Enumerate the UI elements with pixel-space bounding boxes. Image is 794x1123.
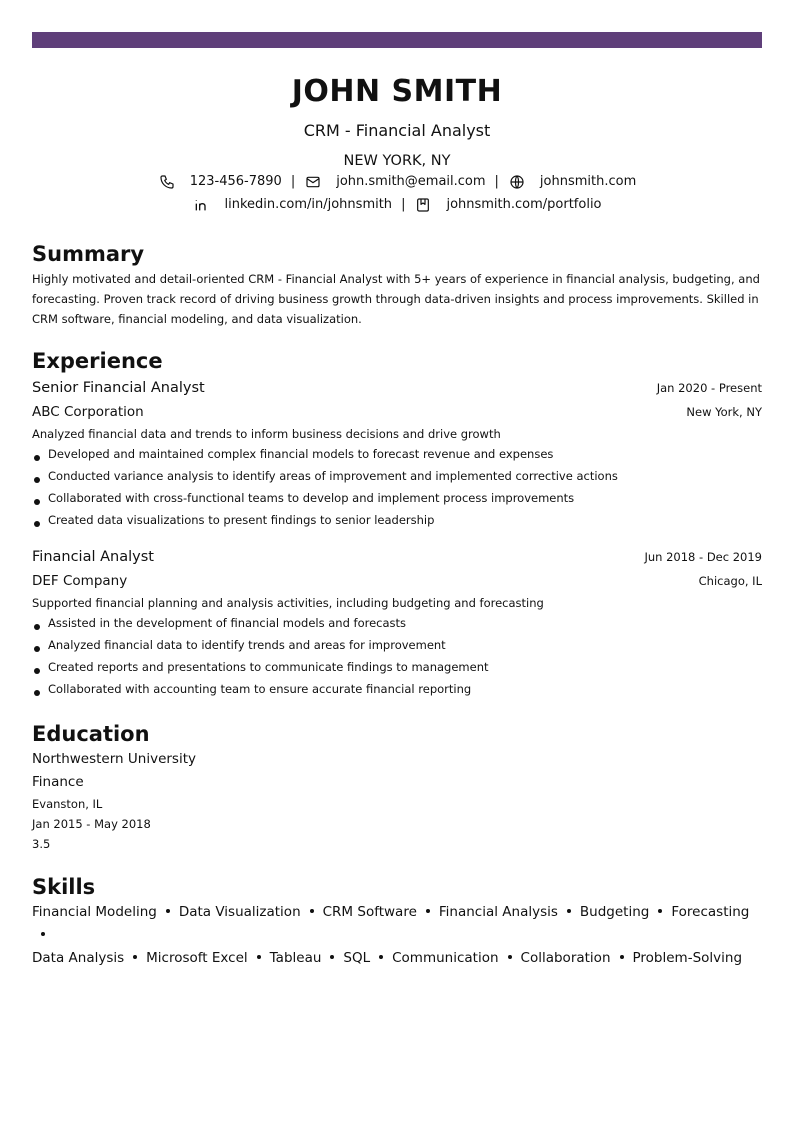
portfolio-icon	[414, 196, 432, 214]
bullet-dot	[426, 909, 430, 913]
skill-item: Tableau	[269, 950, 322, 966]
bullet-dot	[567, 909, 571, 913]
job-company: ABC Corporation	[32, 404, 144, 420]
website-link[interactable]: johnsmith.com	[539, 174, 637, 189]
separator: |	[290, 174, 296, 189]
summary-heading: Summary	[32, 242, 145, 266]
education-dates: Jan 2015 - May 2018	[32, 817, 151, 831]
phone-number[interactable]: 123-456-7890	[189, 174, 282, 189]
education-location: Evanston, IL	[32, 797, 103, 811]
portfolio-link[interactable]: johnsmith.com/portfolio	[446, 197, 602, 212]
skill-item: CRM Software	[322, 904, 417, 920]
candidate-role: CRM - Financial Analyst	[303, 121, 491, 140]
list-item: Conducted variance analysis to identify areas of improvement and implemented corrective actions	[32, 465, 618, 487]
job-description: Supported financial planning and analysis activities, including budgeting and forecasting	[32, 596, 544, 610]
bullet-dot	[166, 909, 170, 913]
bullet-dot	[508, 955, 512, 959]
job-title: Senior Financial Analyst	[32, 380, 205, 396]
list-item: Assisted in the development of financial models and forecasts	[32, 612, 489, 634]
separator: |	[401, 197, 406, 212]
email-link[interactable]: john.smith@email.com	[336, 174, 486, 189]
skill-item: Communication	[392, 950, 499, 966]
bullet-dot	[133, 955, 137, 959]
skill-item: SQL	[343, 950, 371, 966]
candidate-name: JOHN SMITH	[291, 74, 503, 109]
bullet-dot	[310, 909, 314, 913]
experience-heading: Experience	[32, 349, 163, 373]
separator: |	[494, 174, 499, 189]
job-dates: Jun 2018 - Dec 2019	[644, 550, 762, 564]
job-bullets	[32, 443, 618, 531]
summary-text: Highly motivated and detail-oriented CRM - Financial Analyst with 5+ years of experience in financial analysis, budgeting, and forecasting. Proven track record of driving business growth through data-driven insights and process improvements. Skilled in CRM software, financial modeling, and data visualization.	[32, 272, 760, 326]
list-item: Analyzed financial data to identify trends and areas for improvement	[32, 634, 489, 656]
job-dates: Jan 2020 - Present	[656, 381, 762, 395]
list-item: Developed and maintained complex financial models to forecast revenue and expenses	[32, 443, 618, 465]
phone-icon	[158, 173, 176, 191]
contact-row-1	[0, 173, 794, 191]
skills-heading: Skills	[32, 875, 96, 899]
mail-icon	[304, 173, 322, 191]
linkedin-link[interactable]: linkedin.com/in/johnsmith	[224, 197, 393, 212]
skill-item: Financial Modeling	[32, 904, 157, 920]
skills-list	[32, 901, 767, 970]
education-heading: Education	[32, 722, 150, 746]
globe-icon	[508, 173, 526, 191]
skill-item: Problem-Solving	[632, 950, 743, 966]
contact-row-2	[0, 196, 794, 214]
skill-item: Forecasting	[671, 904, 750, 920]
bullet-dot	[330, 955, 334, 959]
list-item: Collaborated with accounting team to ensure accurate financial reporting	[32, 678, 489, 700]
list-item: Collaborated with cross-functional teams to develop and implement process improvements	[32, 487, 618, 509]
job-description: Analyzed financial data and trends to inform business decisions and drive growth	[32, 427, 501, 441]
job-company: DEF Company	[32, 573, 128, 589]
education-school: Northwestern University	[32, 751, 196, 767]
bullet-dot	[379, 955, 383, 959]
education-field: Finance	[32, 774, 84, 790]
job-title: Financial Analyst	[32, 549, 154, 565]
skill-item: Collaboration	[520, 950, 611, 966]
job-location: Chicago, IL	[698, 574, 762, 588]
job-bullets	[32, 612, 489, 700]
list-item: Created reports and presentations to communicate findings to management	[32, 656, 489, 678]
skill-item: Data Analysis	[32, 950, 125, 966]
skill-item: Data Visualization	[178, 904, 301, 920]
skill-item: Microsoft Excel	[146, 950, 248, 966]
education-gpa: 3.5	[32, 837, 51, 851]
candidate-location: NEW YORK, NY	[343, 153, 451, 169]
skill-item: Budgeting	[579, 904, 650, 920]
bullet-dot	[658, 909, 662, 913]
list-item: Created data visualizations to present findings to senior leadership	[32, 509, 618, 531]
job-location: New York, NY	[686, 405, 762, 419]
bullet-dot	[41, 932, 45, 936]
skill-item: Financial Analysis	[438, 904, 558, 920]
bullet-dot	[620, 955, 624, 959]
linkedin-icon	[192, 196, 210, 214]
accent-bar	[32, 32, 762, 48]
bullet-dot	[257, 955, 261, 959]
